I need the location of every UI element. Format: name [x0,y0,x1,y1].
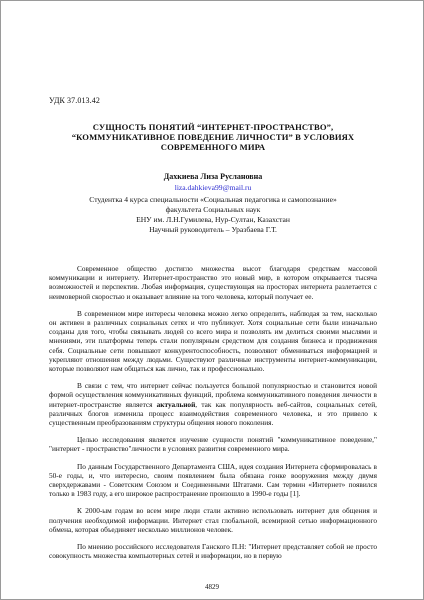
author-name: Дахкиева Лиза Руслановна [163,172,263,181]
body-paragraph: По мнению российского исследователя Ганского П.Н: "Интернет представляет собой не просто совокупность множества компьютерных сетей и информации, но в первую [49,542,377,561]
page-number: 4829 [205,583,219,591]
emphasis-keyword: актуальной [156,399,196,409]
udk-code: УДК 37.013.42 [49,96,100,105]
body-paragraph: Современное общество достигло множества высот благодаря средствам массовой коммуникации и интернету. Интернет-пространство это новый мир, в котором открывается тысяча возможностей и перспектив. Любая информация, существующая на просторах интернета разлетается с неимоверной скоростью и оказывает влияние на того человека, который получает ее. [49,264,377,301]
title-line: СУЩНОСТЬ ПОНЯТИЙ “ИНТЕРНЕТ-ПРОСТРАНСТВО”, [92,122,334,132]
article-title [49,122,377,152]
body-paragraph: По данным Государственного Департамента США, идея создания Интернета сформировалась в 50-е годы, и, что интересно, своим появлением была обязана гонке вооружения между двумя сверхдержавами - Советским Союзом и Соединенными Штатами. Сам термин «Интернет» появился только в 1983 году, а его широкое распространение произошло в 1990-е годы [1]. [49,461,377,499]
author-affiliation [49,195,377,235]
body-paragraph: Целью исследования является изучение сущности понятий "коммуникативное поведение," "интернет - пространство"личности в условиях развития современного мира. [49,435,377,454]
paragraph-text: В связи с тем, что интернет сейчас пользуется большой популярностью и становится новой формой осуществления коммуникативных функций, проблема коммуникативного поведения личности в интернет-пространстве является [49,381,377,409]
author-email-link[interactable]: liza.dahkieva99@mail.ru [174,183,252,192]
affiliation-line: Научный руководитель – Уразбаева Г.Т. [149,225,277,234]
body-paragraph: К 2000-ым годам во всем мире люди стали активно использовать интернет для общения и получения необходимой информации. Интернет стал глобальной, всемирной сетью информационного обмена, которая объединяет несколько миллионов человек. [49,506,377,534]
article-body [49,264,377,560]
affiliation-line: ЕНУ им. Л.Н.Гумилева, Нур-Султан, Казахстан [136,215,290,224]
affiliation-line: Студентка 4 курса специальности «Социальная педагогика и самопознание» [89,195,337,204]
paragraph-text: , так как популярность веб-сайтов, социальных сетей, различных блогов изменила процесс взаимодействия современного человека, и это привело к существенным преобразованиям структуры общения нового поколения. [49,399,377,428]
title-line: СОВРЕМЕННОГО МИРА [160,142,266,152]
affiliation-line: факультета Социальных наук [165,205,261,214]
title-line: “КОММУНИКАТИВНОЕ ПОВЕДЕНИЕ ЛИЧНОСТИ” В УСЛОВИЯХ [71,132,355,142]
body-paragraph [49,381,377,427]
body-paragraph: В современном мире интересы человека можно легко определить, наблюдая за тем, насколько он активен в различных социальных сетях и что публикует. Хотя социальные сети были изначально созданы для того, чтобы связывать людей со всего мира и позволять им делиться своими мыслями и мнениями, эти платформы теперь стали популярным средством для создания бизнеса и продвижения себя. Социальные сети повышают конкурентоспособность, позволяют обмениваться информацией и укрепляют отношения между людьми. Существуют различные инструменты интернет-коммуникации, которые позволяют нам общаться как лично, так и профессионально. [49,308,377,374]
